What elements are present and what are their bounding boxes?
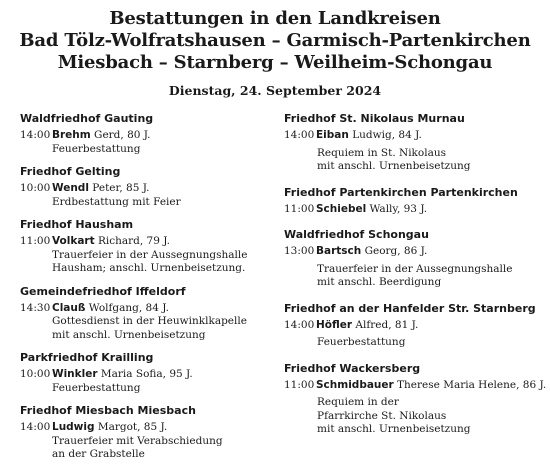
detail-line: Hausham; anschl. Urnenbeisetzung.: [52, 262, 246, 274]
deceased-surname: Wendl: [52, 182, 89, 194]
entry-header-line: [284, 319, 536, 333]
burial-entry: [284, 319, 536, 350]
deceased-surname: Eiban: [316, 129, 349, 141]
detail-line: Requiem in der: [317, 396, 399, 408]
entry-header-line: [20, 129, 272, 143]
burial-details: [20, 382, 272, 396]
entry-header-line: [20, 368, 272, 382]
burial-entry: [284, 203, 536, 217]
cemetery-name: Friedhof Partenkirchen Partenkirchen: [284, 185, 518, 199]
cemetery-block: [20, 404, 272, 462]
burial-time: 10:00: [20, 368, 51, 380]
cemetery-name: Friedhof St. Nikolaus Murnau: [284, 112, 465, 125]
entry-header-line: [284, 129, 536, 143]
deceased-surname: Winkler: [52, 368, 98, 380]
detail-line: Feuerbestattung: [52, 142, 141, 155]
burial-details: [20, 196, 272, 210]
deceased-name-age: Maria Sofia, 95 J.: [97, 368, 193, 380]
cemetery-block: [20, 112, 272, 156]
burial-details: [284, 396, 536, 437]
entry-header-line: [20, 182, 272, 196]
cemetery-block: [20, 218, 272, 276]
entry-header-line: [20, 421, 272, 435]
burial-time: 14:00: [284, 129, 315, 141]
cemetery-name: Waldfriedhof Gauting: [20, 112, 154, 125]
detail-line: mit anschl. Urnenbeisetzung: [317, 160, 471, 172]
deceased-name-age: Alfred, 81 J.: [352, 318, 419, 331]
burial-time: 14:00: [284, 318, 315, 331]
burial-time: 11:00: [284, 378, 315, 391]
burial-entry: [284, 129, 536, 174]
title-line-2: Bad Tölz-Wolfratshausen – Garmisch-Partenkirchen: [19, 30, 531, 51]
deceased-surname: Volkart: [52, 235, 95, 247]
cemetery-name: Friedhof Miesbach Miesbach: [20, 404, 196, 417]
entry-header-line: [284, 378, 547, 393]
burial-time: 11:00: [20, 235, 51, 247]
burial-entry: [20, 302, 272, 343]
deceased-name-age: Therese Maria Helene, 86 J.: [393, 378, 547, 391]
burial-time: 14:00: [20, 129, 51, 141]
burial-entry: [20, 182, 272, 209]
detail-line: Erdbestattung mit Feier: [52, 195, 181, 208]
detail-line: Requiem in St. Nikolaus: [317, 146, 447, 159]
cemetery-block: [284, 186, 536, 217]
burial-details: [284, 336, 536, 350]
detail-line: Trauerfeier in der Aussegnungshalle: [317, 262, 513, 275]
detail-line: Gottesdienst in der Heuwinklkapelle: [52, 315, 247, 327]
deceased-name-age: Wally, 93 J.: [366, 202, 428, 215]
burial-time: 11:00: [284, 202, 315, 215]
burial-entry: [284, 378, 547, 437]
header: [0, 8, 550, 99]
burial-details: [20, 435, 272, 462]
title-line-1: Bestattungen in den Landkreisen: [109, 8, 441, 29]
deceased-surname: Bartsch: [316, 245, 362, 257]
detail-line: mit anschl. Urnenbeisetzung: [317, 423, 471, 435]
deceased-surname: Clauß: [52, 301, 86, 314]
cemetery-name: Friedhof Hausham: [20, 218, 134, 231]
right-column: [284, 112, 547, 449]
cemetery-name: Friedhof Gelting: [20, 165, 121, 178]
detail-line: Trauerfeier mit Verabschiedung: [52, 434, 223, 447]
deceased-name-age: Wolfgang, 84 J.: [85, 301, 169, 314]
detail-line: mit anschl. Urnenbeisetzung: [52, 328, 206, 341]
burial-details: [20, 315, 272, 342]
burial-details: [20, 249, 272, 276]
detail-line: Pfarrkirche St. Nikolaus: [317, 409, 447, 422]
cemetery-name: Gemeindefriedhof Iffeldorf: [20, 284, 186, 298]
cemetery-block: [20, 165, 272, 209]
detail-line: Trauerfeier in der Aussegnungshalle: [52, 248, 248, 261]
left-column: [20, 112, 272, 471]
burial-entry: [20, 421, 272, 462]
deceased-surname: Schmidbauer: [316, 378, 394, 391]
deceased-name-age: Margot, 85 J.: [94, 421, 168, 433]
burial-details: [20, 143, 272, 157]
detail-line: Feuerbestattung: [52, 381, 141, 394]
entry-header-line: [284, 203, 536, 217]
deceased-name-age: Richard, 79 J.: [94, 235, 170, 247]
deceased-name-age: Georg, 86 J.: [361, 245, 428, 257]
cemetery-block: [20, 285, 272, 343]
cemetery-block: [284, 112, 536, 174]
cemetery-block: [284, 361, 547, 437]
deceased-surname: Brehm: [52, 129, 91, 141]
burial-details: [284, 263, 536, 290]
cemetery-name: Waldfriedhof Schongau: [284, 228, 429, 241]
burial-time: 14:30: [20, 301, 51, 314]
deceased-name-age: Ludwig, 84 J.: [348, 129, 422, 141]
burial-details: [284, 147, 536, 174]
detail-line: Feuerbestattung: [317, 336, 406, 348]
cemetery-block: [284, 302, 536, 350]
cemetery-block: [20, 351, 272, 395]
detail-line: mit anschl. Beerdigung: [317, 276, 442, 288]
burial-time: 14:00: [20, 421, 51, 433]
burial-entry: [20, 235, 272, 276]
detail-line: an der Grabstelle: [52, 448, 145, 460]
cemetery-name: Friedhof an der Hanfelder Str. Starnberg: [284, 301, 536, 315]
cemetery-block: [284, 228, 536, 290]
entry-header-line: [284, 245, 536, 259]
entry-header-line: [20, 302, 272, 316]
burial-entry: [20, 129, 272, 156]
date-heading: Dienstag, 24. September 2024: [168, 83, 382, 98]
title-line-3: Miesbach – Starnberg – Weilheim-Schongau: [57, 52, 493, 73]
deceased-name-age: Peter, 85 J.: [88, 182, 150, 194]
deceased-surname: Höfler: [316, 318, 353, 331]
cemetery-name: Parkfriedhof Krailling: [20, 351, 154, 364]
cemetery-name: Friedhof Wackersberg: [284, 361, 421, 375]
burial-entry: [284, 245, 536, 290]
burial-time: 10:00: [20, 182, 51, 194]
deceased-name-age: Gerd, 80 J.: [90, 129, 151, 141]
deceased-surname: Ludwig: [52, 421, 95, 433]
burial-time: 13:00: [284, 245, 315, 257]
deceased-surname: Schiebel: [316, 202, 367, 215]
entry-header-line: [20, 235, 272, 249]
burial-entry: [20, 368, 272, 395]
